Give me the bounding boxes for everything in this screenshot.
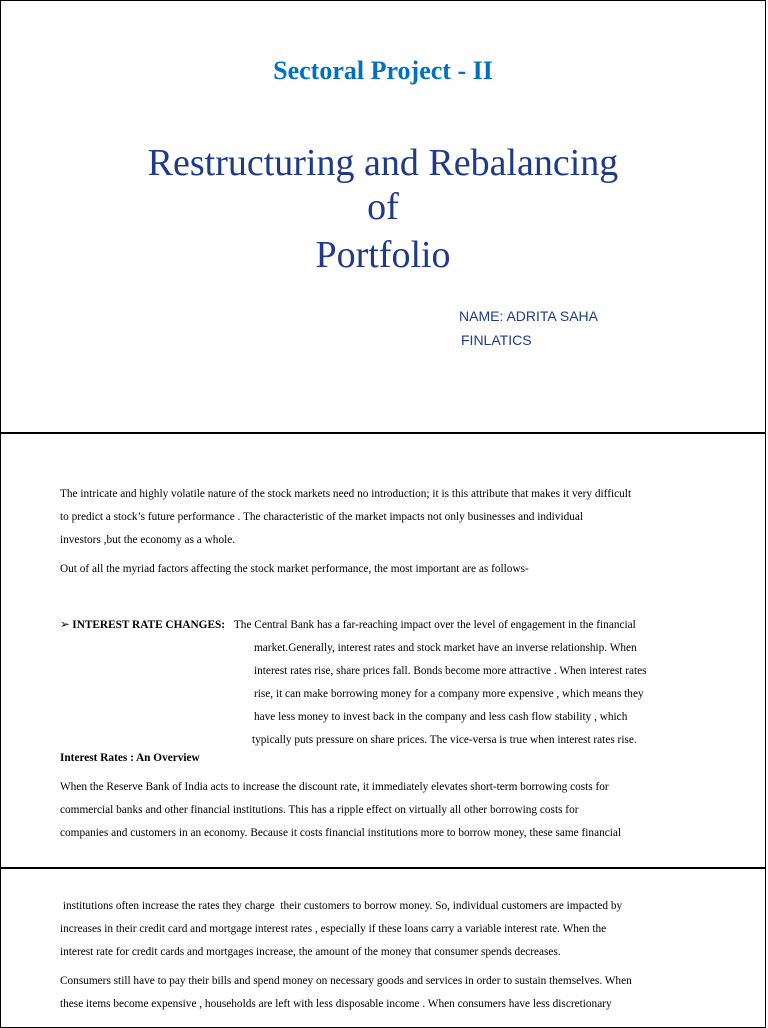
author-name: NAME: ADRITA SAHA: [459, 308, 598, 324]
content-slide-2: [0, 868, 766, 1028]
paragraph-line: Consumers still have to pay their bills and spend money on necessary goods and services in order to sustain themselves. When: [60, 975, 632, 987]
author-block: [459, 304, 598, 352]
bullet-heading: INTEREST RATE CHANGES:: [72, 619, 226, 631]
section-heading: Interest Rates : An Overview: [60, 752, 200, 764]
bullet-line: rise, it can make borrowing money for a company more expensive , which means they: [254, 688, 644, 700]
paragraph-line: these items become expensive , households are left with less disposable income . When consumers have less discretionary: [60, 998, 612, 1010]
bullet-line: interest rates rise, share prices fall. Bonds become more attractive . When interest rates: [254, 665, 647, 677]
main-title: [1, 141, 765, 277]
bullet-line: The Central Bank has a far-reaching impact over the level of engagement in the financial: [233, 619, 636, 631]
bullet-item: [60, 614, 636, 637]
bullet-line: market.Generally, interest rates and stock market have an inverse relationship. When: [254, 642, 637, 654]
intro-line: investors ,but the economy as a whole.: [60, 534, 236, 546]
title-slide: [0, 0, 766, 433]
content-slide-1: [0, 433, 766, 868]
project-subtitle: Sectoral Project - II: [273, 56, 493, 85]
overview-line: companies and customers in an economy. Because it costs financial institutions more to borrow money, these same financial: [60, 827, 622, 839]
factors-intro: Out of all the myriad factors affecting the stock market performance, the most important are as follows-: [60, 563, 529, 575]
bullet-line: have less money to invest back in the company and less cash flow stability , which: [254, 711, 628, 723]
paragraph-line: institutions often increase the rates they charge their customers to borrow money. So, individual customers are impacted by: [60, 900, 623, 912]
overview-line: commercial banks and other financial institutions. This has a ripple effect on virtually all other borrowing costs for: [60, 804, 579, 816]
author-organization: FINLATICS: [461, 332, 532, 348]
paragraph-line: increases in their credit card and mortgage interest rates , especially if these loans carry a variable interest rate. When the: [60, 923, 607, 935]
bullet-arrow-icon: ➢: [60, 619, 70, 631]
overview-line: When the Reserve Bank of India acts to increase the discount rate, it immediately elevates short-term borrowing costs for: [60, 781, 609, 793]
intro-line: to predict a stock’s future performance . The characteristic of the market impacts not only businesses and individual: [60, 511, 584, 523]
intro-line: The intricate and highly volatile nature of the stock markets need no introduction; it is this attribute that makes it very difficult: [60, 488, 632, 500]
title-line: Portfolio: [315, 234, 451, 276]
bullet-line: typically puts pressure on share prices. The vice-versa is true when interest rates rise.: [252, 734, 637, 746]
title-line: of: [367, 186, 399, 228]
title-line: Restructuring and Rebalancing: [147, 142, 619, 184]
paragraph-line: interest rate for credit cards and mortgages increase, the amount of the money that consumer spends decreases.: [60, 946, 561, 958]
